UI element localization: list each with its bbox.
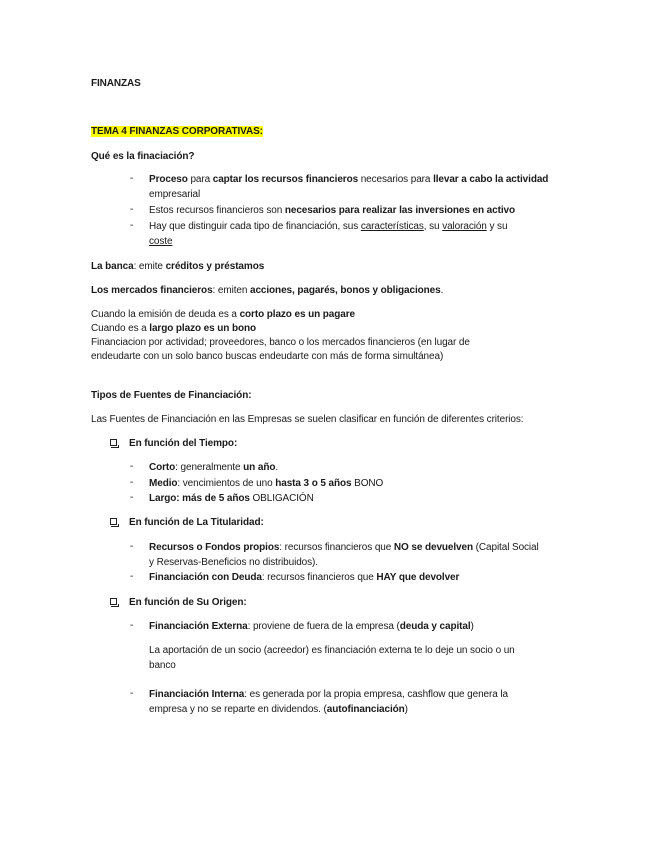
origen-externa-desc-cont: banco: [149, 660, 176, 671]
deuda-corto-line: Cuando la emisión de deuda es a corto plazo es un pagare: [91, 309, 355, 320]
criterio-titularidad: En función de La Titularidad:: [129, 517, 264, 528]
section-heading: TEMA 4 FINANZAS CORPORATIVAS:: [91, 126, 263, 137]
bullet-dash: -: [130, 461, 134, 472]
bullet-dash: -: [130, 492, 134, 503]
bullet-dash: -: [130, 688, 134, 699]
bullet-dash: -: [130, 204, 134, 215]
titularidad-propios: Recursos o Fondos propios: recursos financieros que NO se devuelven (Capital Social: [149, 542, 539, 553]
origen-externa-desc: La aportación de un socio (acreedor) es financiación externa te lo deje un socio o un: [149, 645, 515, 656]
mercados-line: Los mercados financieros: emiten acciones, pagarés, bonos y obligaciones.: [91, 285, 444, 296]
tipos-intro: Las Fuentes de Financiación en las Empresas se suelen clasificar en función de diferentes criterios:: [91, 414, 524, 425]
checkbox-icon: [110, 439, 117, 446]
bullet-proceso: Proceso para captar los recursos financieros necesarios para llevar a cabo la actividad: [149, 174, 549, 185]
banca-line: La banca: emite créditos y préstamos: [91, 261, 265, 272]
tiempo-medio: Medio: vencimientos de uno hasta 3 o 5 años BONO: [149, 478, 384, 489]
origen-interna: Financiación Interna: es generada por la propia empresa, cashflow que genera la: [149, 689, 508, 700]
question-financiacion: Qué es la finaciación?: [91, 151, 195, 162]
doc-title: FINANZAS: [91, 78, 141, 89]
checkbox-icon: [110, 518, 117, 525]
bullet-dash: -: [130, 477, 134, 488]
origen-externa: Financiación Externa: proviene de fuera de la empresa (deuda y capital): [149, 621, 474, 632]
criterio-origen: En función de Su Origen:: [129, 597, 247, 608]
bullet-dash: -: [130, 173, 134, 184]
bullet-dash: -: [130, 620, 134, 631]
bullet-dash: -: [130, 571, 134, 582]
tiempo-corto: Corto: generalmente un año.: [149, 462, 279, 473]
deuda-largo-line: Cuando es a largo plazo es un bono: [91, 323, 256, 334]
bullet-recursos: Estos recursos financieros son necesarios para realizar las inversiones en activo: [149, 205, 515, 216]
titularidad-deuda: Financiación con Deuda: recursos financieros que HAY que devolver: [149, 572, 460, 583]
bullet-dash: -: [130, 220, 134, 231]
financiacion-actividad-cont: endeudarte con un solo banco buscas endeudarte con más de forma simultánea): [91, 351, 444, 362]
checkbox-icon: [110, 598, 117, 605]
tiempo-largo: Largo: más de 5 años OBLIGACIÓN: [149, 493, 314, 504]
bullet-distinguir: Hay que distinguir cada tipo de financiación, sus características, su valoración y su: [149, 221, 508, 232]
titularidad-propios-cont: y Reservas-Beneficios no distribuidos).: [149, 557, 318, 568]
bullet-proceso-cont: empresarial: [149, 189, 201, 200]
criterio-tiempo: En función del Tiempo:: [129, 438, 238, 449]
bullet-distinguir-cont: coste: [149, 236, 173, 247]
tipos-heading: Tipos de Fuentes de Financiación:: [91, 390, 252, 401]
bullet-dash: -: [130, 541, 134, 552]
origen-interna-cont: empresa y no se reparte en dividendos. (autofinanciación): [149, 704, 408, 715]
financiacion-actividad-line: Financiacion por actividad; proveedores, banco o los mercados financieros (en lugar de: [91, 337, 470, 348]
